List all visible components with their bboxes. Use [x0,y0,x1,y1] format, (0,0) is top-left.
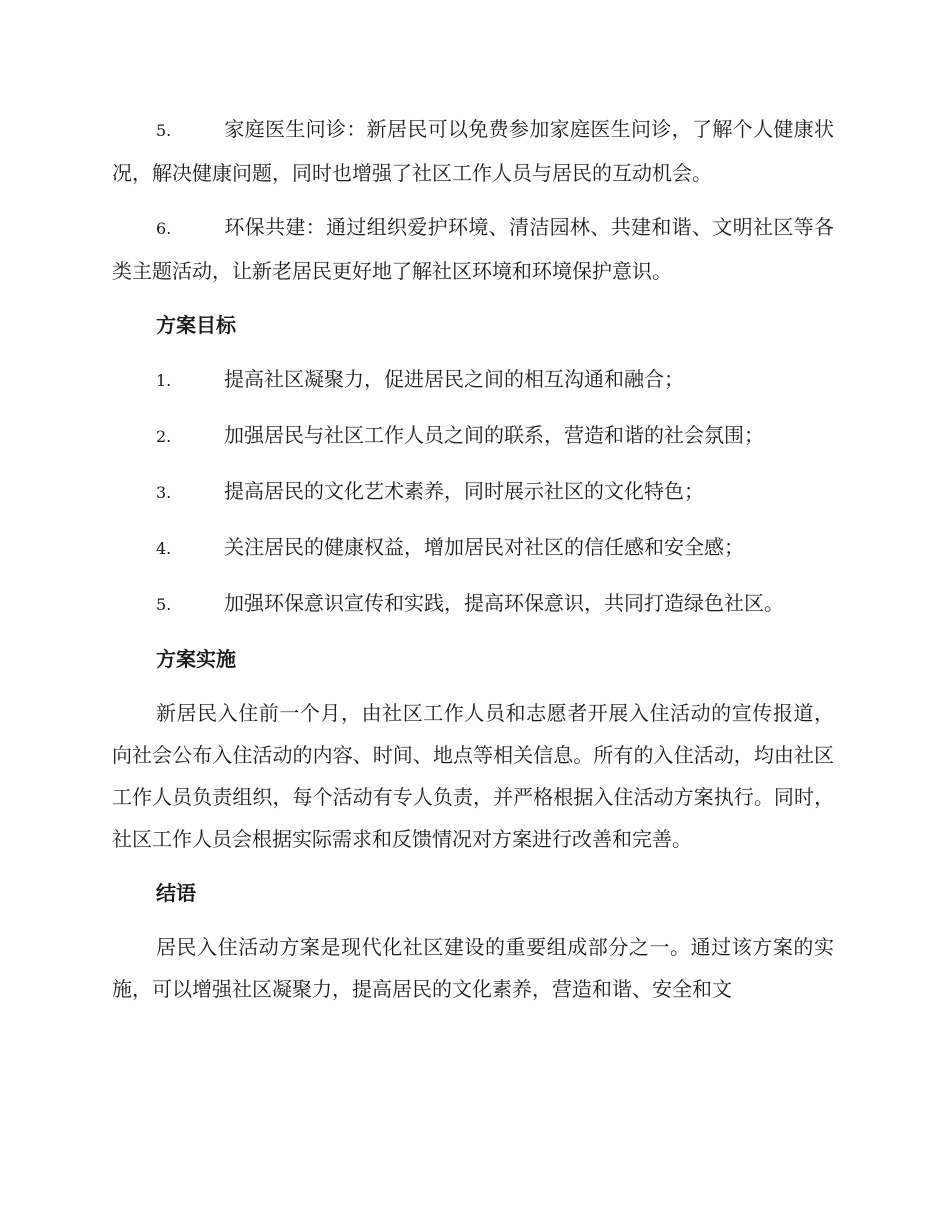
section-heading-goals: 方案目标 [156,313,236,337]
goal-item-1 [112,358,834,402]
section-heading-implementation: 方案实施 [156,647,236,671]
conclusion-paragraph: 居民入住活动方案是现代化社区建设的重要组成部分之一。通过该方案的实施，可以增强社区凝聚力，提高居民的文化素养，营造和谐、安全和文 [112,935,834,1001]
goal-item-2 [112,414,834,458]
list-text: 提高居民的文化艺术素养，同时展示社区的文化特色； [224,479,704,503]
list-text: 家庭医生问诊：新居民可以免费参加家庭医生问诊，了解个人健康状况，解决健康问题，同时也增强了社区工作人员与居民的互动机会。 [112,117,834,185]
list-text: 提高社区凝聚力，促进居民之间的相互沟通和融合； [224,367,684,391]
list-number: 5. [156,121,172,140]
goal-item-4 [112,526,834,570]
section-heading-conclusion: 结语 [156,881,196,905]
list-text: 加强居民与社区工作人员之间的联系，营造和谐的社会氛围； [224,423,764,447]
list-text: 环保共建：通过组织爱护环境、清洁园林、共建和谐、文明社区等各类主题活动，让新老居民更好地了解社区环境和环境保护意识。 [112,215,834,283]
document-page [112,108,834,1022]
list-number: 1. [156,371,172,390]
list-item-5 [112,108,834,194]
list-text: 加强环保意识宣传和实践，提高环保意识，共同打造绿色社区。 [224,591,784,615]
list-item-6 [112,206,834,292]
list-number: 3. [156,483,172,502]
goal-item-3 [112,470,834,514]
list-number: 6. [156,219,172,238]
list-number: 4. [156,539,172,558]
list-number: 2. [156,427,172,446]
list-number: 5. [156,595,172,614]
goal-item-5 [112,582,834,626]
implementation-paragraph: 新居民入住前一个月，由社区工作人员和志愿者开展入住活动的宣传报道，向社会公布入住活动的内容、时间、地点等相关信息。所有的入住活动，均由社区工作人员负责组织，每个活动有专人负责，并严格根据入住活动方案执行。同时，社区工作人员会根据实际需求和反馈情况对方案进行改善和完善。 [112,701,834,851]
list-text: 关注居民的健康权益，增加居民对社区的信任感和安全感； [224,535,744,559]
